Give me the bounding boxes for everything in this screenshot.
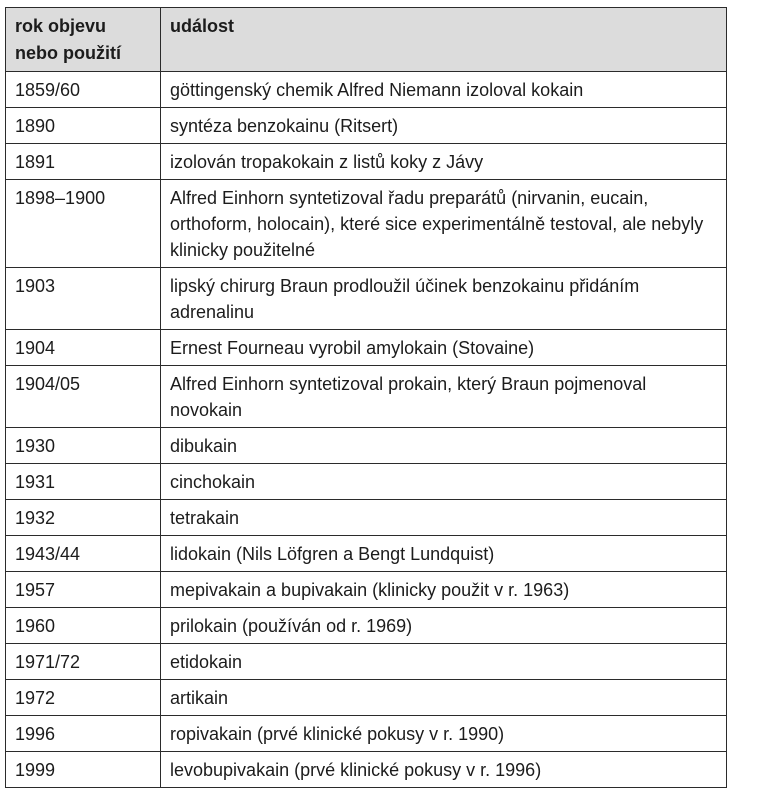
year-cell: 1960 xyxy=(6,608,161,644)
year-cell: 1930 xyxy=(6,428,161,464)
year-cell: 1972 xyxy=(6,680,161,716)
year-cell: 1904/05 xyxy=(6,366,161,428)
year-cell: 1898–1900 xyxy=(6,180,161,268)
table-row xyxy=(6,716,727,752)
event-cell: ropivakain (prvé klinické pokusy v r. 1990) xyxy=(161,716,727,752)
year-cell: 1904 xyxy=(6,330,161,366)
table-row xyxy=(6,330,727,366)
year-cell: 1932 xyxy=(6,500,161,536)
table-body xyxy=(6,72,727,788)
year-cell: 1859/60 xyxy=(6,72,161,108)
header-row xyxy=(6,8,727,72)
event-cell: lipský chirurg Braun prodloužil účinek benzokainu přidáním adrenalinu xyxy=(161,268,727,330)
year-cell: 1931 xyxy=(6,464,161,500)
table-row xyxy=(6,366,727,428)
table-row xyxy=(6,180,727,268)
year-header-line-1: rok objevu xyxy=(15,16,107,36)
event-cell: artikain xyxy=(161,680,727,716)
event-cell: göttingenský chemik Alfred Niemann izoloval kokain xyxy=(161,72,727,108)
event-cell: lidokain (Nils Löfgren a Bengt Lundquist) xyxy=(161,536,727,572)
table-row xyxy=(6,428,727,464)
table-row xyxy=(6,144,727,180)
event-cell: dibukain xyxy=(161,428,727,464)
event-cell: izolován tropakokain z listů koky z Jávy xyxy=(161,144,727,180)
event-cell: tetrakain xyxy=(161,500,727,536)
event-cell: syntéza benzokainu (Ritsert) xyxy=(161,108,727,144)
table-row xyxy=(6,500,727,536)
year-cell: 1943/44 xyxy=(6,536,161,572)
event-cell: Ernest Fourneau vyrobil amylokain (Stovaine) xyxy=(161,330,727,366)
year-cell: 1890 xyxy=(6,108,161,144)
table-row xyxy=(6,572,727,608)
table-row xyxy=(6,644,727,680)
event-cell: Alfred Einhorn syntetizoval prokain, který Braun pojmenoval novokain xyxy=(161,366,727,428)
table-row xyxy=(6,108,727,144)
event-cell: Alfred Einhorn syntetizoval řadu preparátů (nirvanin, eucain, orthoform, holocain), které sice experimentálně testoval, ale nebyly klinicky použitelné xyxy=(161,180,727,268)
table-header xyxy=(6,8,727,72)
year-cell: 1999 xyxy=(6,752,161,788)
table-row xyxy=(6,608,727,644)
event-cell: levobupivakain (prvé klinické pokusy v r. 1996) xyxy=(161,752,727,788)
table-row xyxy=(6,268,727,330)
year-cell: 1891 xyxy=(6,144,161,180)
event-cell: etidokain xyxy=(161,644,727,680)
year-cell: 1971/72 xyxy=(6,644,161,680)
event-column-header: událost xyxy=(161,8,727,72)
table-row xyxy=(6,536,727,572)
year-header-line-2: nebo použití xyxy=(15,43,121,63)
table-row xyxy=(6,72,727,108)
table-row xyxy=(6,752,727,788)
year-column-header xyxy=(6,8,161,72)
table-row xyxy=(6,464,727,500)
year-cell: 1903 xyxy=(6,268,161,330)
table-row xyxy=(6,680,727,716)
year-cell: 1957 xyxy=(6,572,161,608)
event-cell: prilokain (používán od r. 1969) xyxy=(161,608,727,644)
year-cell: 1996 xyxy=(6,716,161,752)
history-table xyxy=(5,7,727,788)
event-cell: cinchokain xyxy=(161,464,727,500)
event-cell: mepivakain a bupivakain (klinicky použit v r. 1963) xyxy=(161,572,727,608)
